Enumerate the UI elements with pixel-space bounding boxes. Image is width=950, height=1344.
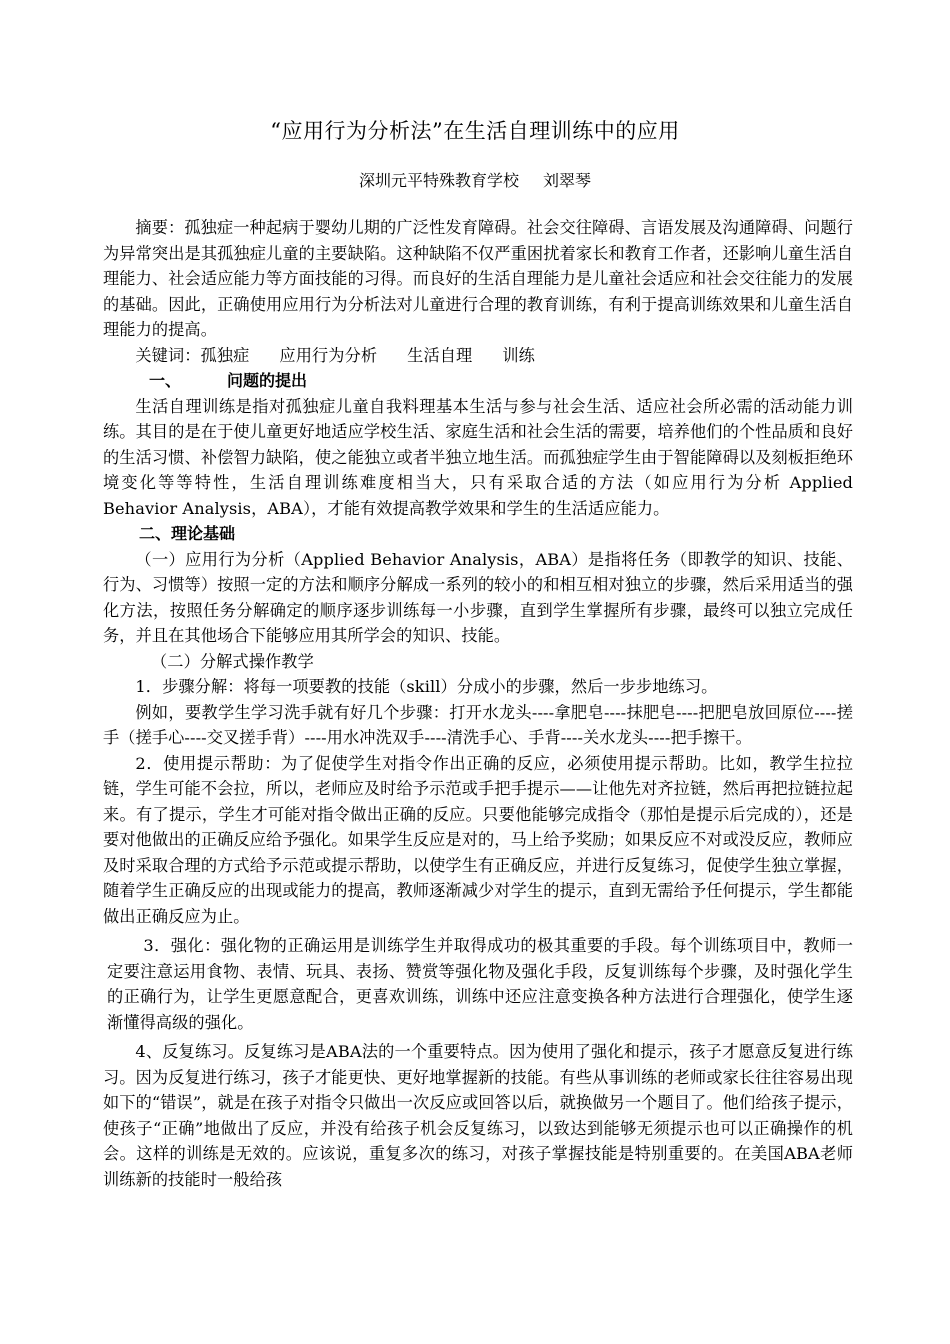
keyword-item: 应用行为分析 xyxy=(279,345,378,365)
byline-author: 刘翠琴 xyxy=(543,171,592,190)
example-paragraph: 例如，要教学生学习洗手就有好几个步骤：打开水龙头----拿肥皂----抹肥皂----把肥皂放回原位----搓手（搓手心----交叉搓手背）----用水冲洗双手----清洗手心、手背----关水龙头----把手擦干。 xyxy=(103,702,853,747)
section-title: 问题的提出 xyxy=(227,371,308,390)
section2-subheading: （二）分解式操作教学 xyxy=(151,651,314,671)
keywords-label: 关键词： xyxy=(135,345,201,365)
byline-school: 深圳元平特殊教育学校 xyxy=(358,171,519,190)
section2-paragraph-1: （一）应用行为分析（Applied Behavior Analysis，ABA）是指将任务（即教学的知识、技能、行为、习惯等）按照一定的方法和顺序分解成一系列的较小的和相互相对独立的步骤，然后采用适当的强化方法，按照任务分解确定的顺序逐步训练每一小步骤，直到学生掌握所有步骤，最终可以独立完成任务，并且在其他场合下能够应用其所学会的知识、技能。 xyxy=(103,549,853,645)
keyword-item: 训练 xyxy=(502,345,535,365)
item-2-paragraph: 2．使用提示帮助：为了促使学生对指令作出正确的反应，必须使用提示帮助。比如，教学生拉拉链，学生可能不会拉，所以，老师应及时给予示范或手把手提示——让他先对齐拉链，然后再把拉链拉起来。有了提示，学生才可能对指令做出正确的反应。只要他能够完成指令（那怕是提示后完成的），还是要对他做出的正确反应给予强化。如果学生反应是对的，马上给予奖励；如果反应不对或没反应，教师应及时采取合理的方式给予示范或提示帮助，以使学生有正确反应，并进行反复练习，促使学生独立掌握，随着学生正确反应的出现或能力的提高，教师逐渐减少对学生的提示，直到无需给予任何提示，学生都能做出正确反应为止。 xyxy=(103,753,853,926)
byline xyxy=(0,169,950,193)
abstract-paragraph: 摘要：孤独症一种起病于婴幼儿期的广泛性发育障碍。社会交往障碍、言语发展及沟通障碍、问题行为异常突出是其孤独症儿童的主要缺陷。这种缺陷不仅严重困扰着家长和教育工作者，还影响儿童生活自理能力、社会适应能力等方面技能的习得。而良好的生活自理能力是儿童社会适应和社会交往能力的发展的基础。因此，正确使用应用行为分析法对儿童进行合理的教育训练，有利于提高训练效果和儿童生活自理能力的提高。 xyxy=(103,218,853,339)
item-4-paragraph: 4、反复练习。反复练习是ABA法的一个重要特点。因为使用了强化和提示，孩子才愿意反复进行练习。因为反复进行练习，孩子才能更快、更好地掌握新的技能。有些从事训练的老师或家长往往容易出现如下的“错误”，就是在孩子对指令只做出一次反应或回答以后，就换做另一个题目了。他们给孩子提示，使孩子“正确”地做出了反应，并没有给孩子机会反复练习，以致达到能够无须提示也可以正确操作的机会。这样的训练是无效的。应该说，重复多次的练习，对孩子掌握技能是特别重要的。在美国ABA老师训练新的技能时一般给孩 xyxy=(103,1042,853,1189)
item-3-paragraph: 3．强化：强化物的正确运用是训练学生并取得成功的极其重要的手段。每个训练项目中，教师一定要注意运用食物、表情、玩具、表扬、赞赏等强化物及强化手段，反复训练每个步骤，及时强化学生的正确行为，让学生更愿意配合，更喜欢训练，训练中还应注意变换各种方法进行合理强化，使学生逐渐懂得高级的强化。 xyxy=(107,936,853,1032)
keyword-item: 生活自理 xyxy=(407,345,473,365)
item-1-paragraph: 1．步骤分解：将每一项要教的技能（skill）分成小的步骤，然后一步步地练习。 xyxy=(135,677,718,696)
keyword-item: 孤独症 xyxy=(200,345,250,365)
section1-paragraph: 生活自理训练是指对孤独症儿童自我料理基本生活与参与社会生活、适应社会所必需的活动能力训练。其目的是在于使儿童更好地适应学校生活、家庭生活和社会生活的需要，培养他们的个性品质和良好的生活习惯、补偿智力缺陷，使之能独立或者半独立地生活。而孤独症学生由于智能障碍以及刻板拒绝环境变化等等特性，生活自理训练难度相当大，只有采取合适的方法（如应用行为分析 Applied Behavior Analysis，ABA），才能有效提高教学效果和学生的生活适应能力。 xyxy=(103,396,853,518)
section-heading-1 xyxy=(103,368,853,394)
keywords-line xyxy=(103,343,853,369)
document-title: “应用行为分析法”在生活自理训练中的应用 xyxy=(270,119,680,143)
section-heading-2: 二、理论基础 xyxy=(139,524,236,543)
section-number: 一、 xyxy=(149,371,182,390)
document-body xyxy=(103,215,853,1192)
